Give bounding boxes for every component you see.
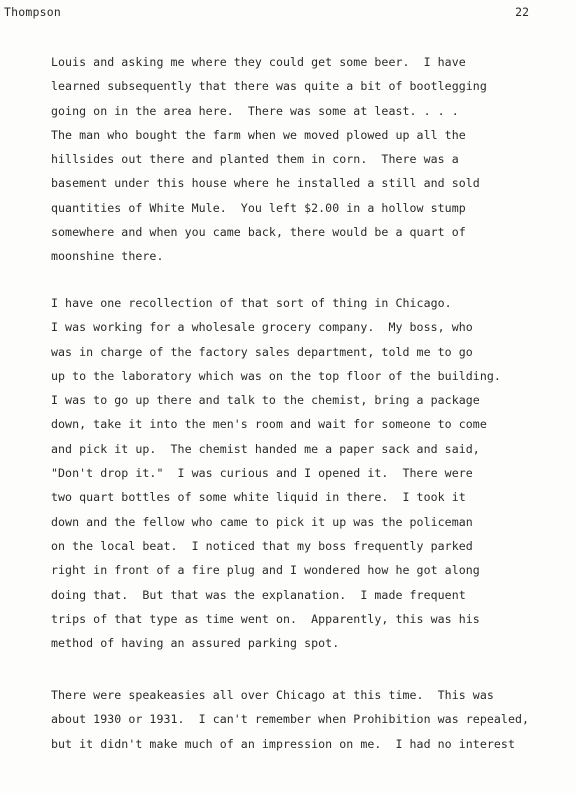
paragraph-1 [51, 50, 487, 269]
text-line: right in front of a fire plug and I wondered how he got along [51, 563, 480, 578]
text-line: on the local beat. I noticed that my boss frequently parked [51, 538, 473, 553]
header-author: Thompson [4, 5, 61, 19]
text-line: up to the laboratory which was on the top floor of the building. [51, 368, 501, 383]
text-line: down and the fellow who came to pick it up was the policeman [51, 514, 473, 529]
text-line: and pick it up. The chemist handed me a paper sack and said, [51, 441, 480, 456]
paragraph-2 [51, 291, 501, 655]
text-line: Louis and asking me where they could get some beer. I have [51, 55, 466, 69]
text-line: quantities of White Mule. You left $2.00 in a hollow stump [51, 200, 466, 215]
text-line: "Don't drop it." I was curious and I opened it. There were [51, 466, 473, 481]
text-line: learned subsequently that there was quite a bit of bootlegging [51, 79, 487, 94]
text-line: hillsides out there and planted them in corn. There was a [51, 152, 459, 167]
text-line: method of having an assured parking spot. [51, 636, 340, 651]
text-line: I was to go up there and talk to the chemist, bring a package [51, 393, 480, 408]
page-number: 22 [515, 5, 529, 19]
text-line: basement under this house where he installed a still and sold [51, 176, 480, 191]
text-line: The man who bought the farm when we moved plowed up all the [51, 127, 466, 142]
text-line: I have one recollection of that sort of thing in Chicago. [51, 296, 452, 310]
text-line: going on in the area here. There was some at least. . . . [51, 103, 459, 118]
text-line: but it didn't make much of an impression on me. I had no interest [51, 736, 515, 751]
text-line: trips of that type as time went on. Apparently, this was his [51, 611, 480, 626]
text-line: down, take it into the men's room and wait for someone to come [51, 417, 487, 432]
text-line: two quart bottles of some white liquid in there. I took it [51, 490, 466, 505]
text-line: I was working for a wholesale grocery company. My boss, who [51, 320, 473, 335]
text-line: was in charge of the factory sales department, told me to go [51, 344, 473, 359]
text-line: doing that. But that was the explanation. I made frequent [51, 587, 466, 602]
text-line: somewhere and when you came back, there would be a quart of [51, 225, 466, 240]
text-line: moonshine there. [51, 249, 164, 264]
text-line: about 1930 or 1931. I can't remember when Prohibition was repealed, [51, 712, 530, 727]
text-line: There were speakeasies all over Chicago at this time. This was [51, 688, 494, 702]
paragraph-3 [51, 683, 529, 756]
